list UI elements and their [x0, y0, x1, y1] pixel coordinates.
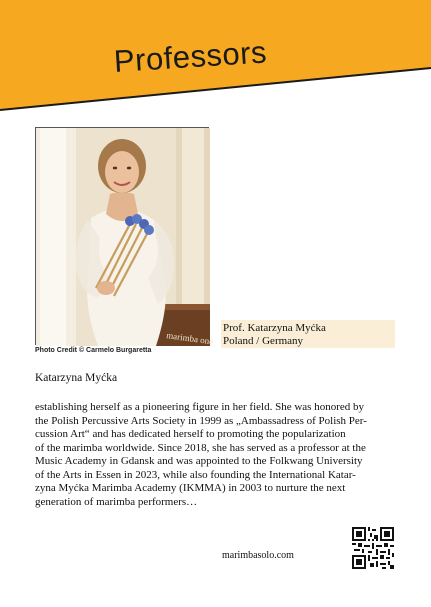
bio-line: of the Arts in Essen in 2023, while also founding the International Katar-: [35, 468, 356, 481]
website-link[interactable]: marimbasolo.com: [222, 550, 294, 561]
photo-credit: Photo Credit © Carmelo Burgaretta: [35, 347, 152, 354]
bio-line: generation of marimba performers…: [35, 495, 198, 508]
bio-line: establishing herself as a pioneering figure in her field. She was honored by: [35, 401, 364, 413]
page-title: Professors: [112, 34, 268, 79]
person-name: Katarzyna Myćka: [35, 372, 118, 384]
portrait-photo: [35, 127, 214, 347]
marimba-sign-text: marimba one: [165, 330, 214, 347]
bio-line: the Polish Percussive Arts Society in 1999 as „Ambassadress of Polish Per-: [35, 414, 367, 427]
bio-line: of the marimba worldwide. Since 2018, she has served as a professor at the: [35, 441, 366, 454]
bio-line: cussion Art“ and has dedicated herself to promoting the popularization: [35, 428, 346, 440]
profile-location: Poland / Germany: [223, 335, 304, 347]
biography-text: [35, 401, 397, 509]
qr-code-icon[interactable]: [352, 527, 394, 569]
profile-name-box: [221, 320, 395, 348]
bio-line: zyna Myćka Marimba Academy (IKMMA) in 2003 to nurture the next: [35, 482, 346, 494]
header-banner: [0, 0, 431, 120]
profile-title-name: Prof. Katarzyna Myćka: [223, 322, 326, 334]
bio-line: Music Academy in Gdansk and was appointed to the Folkwang University: [35, 455, 363, 467]
